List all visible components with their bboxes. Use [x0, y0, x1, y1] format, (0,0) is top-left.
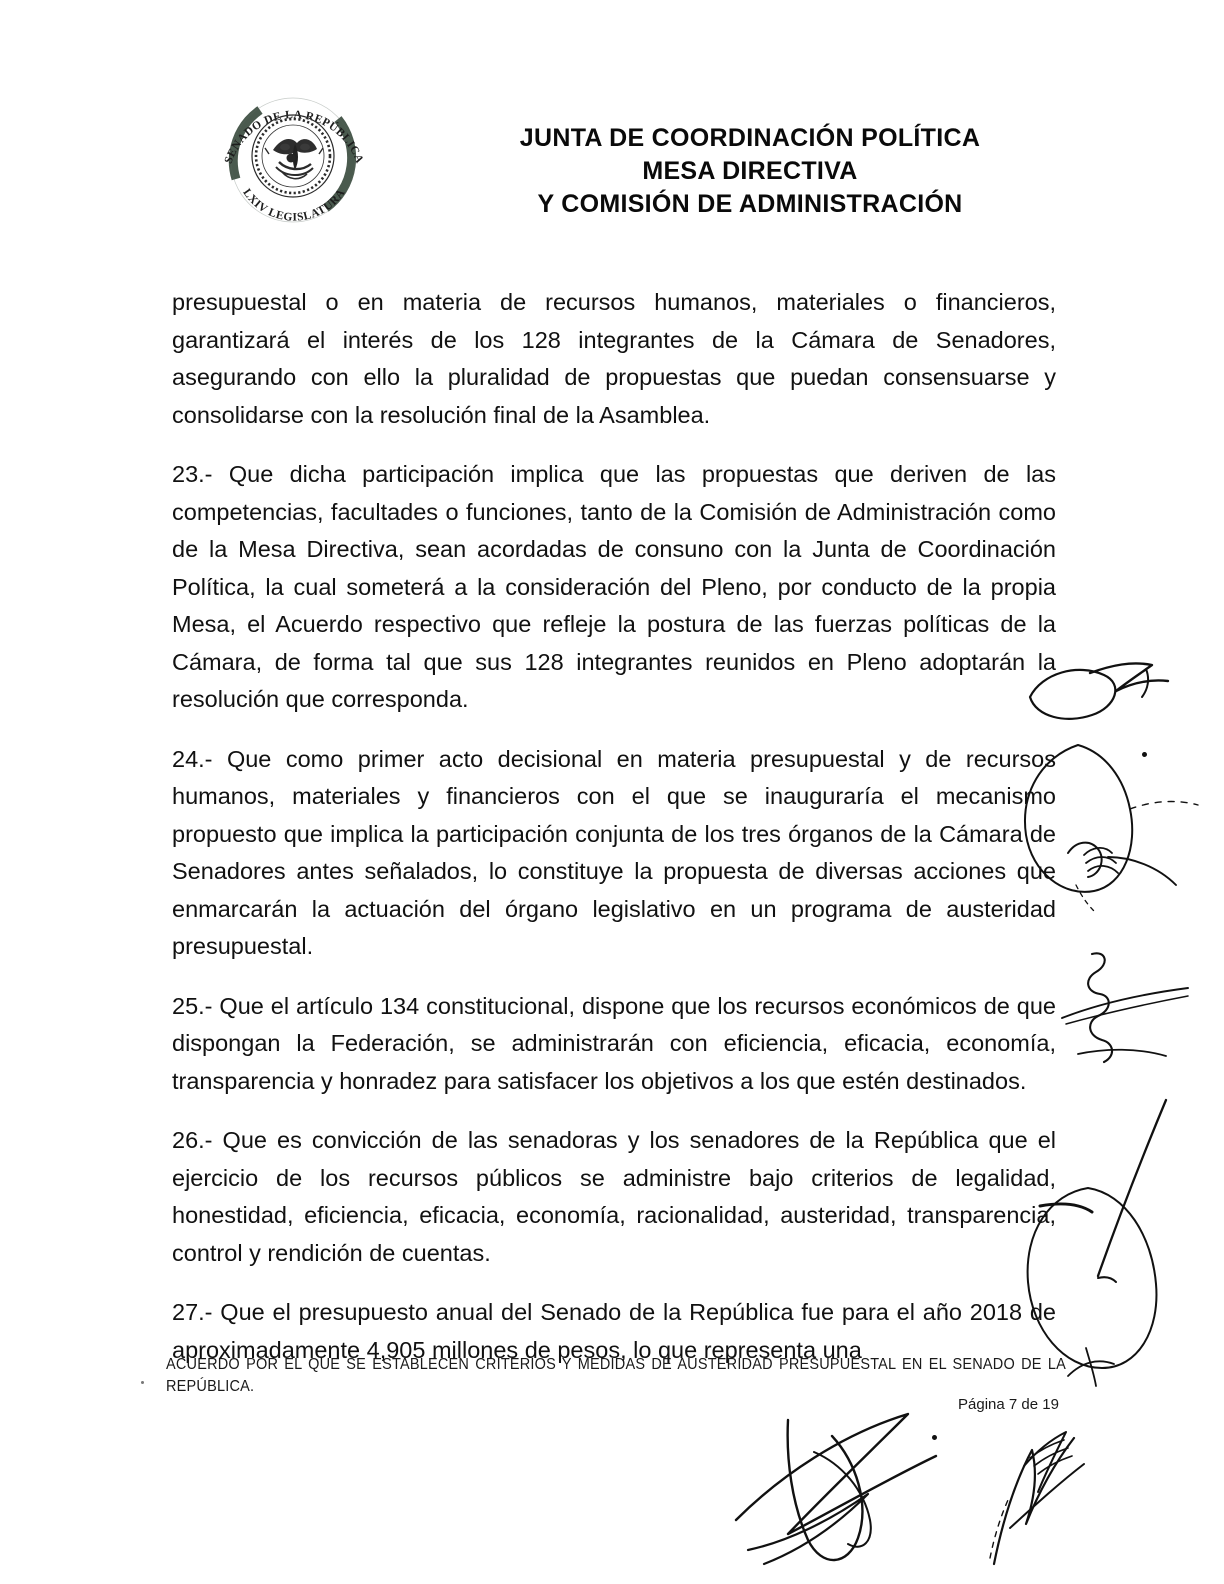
- paragraph-27: 27.- Que el presupuesto anual del Senado de la República fue para el año 2018 de aproximadamente 4,905 millones de pesos, lo que representa una: [172, 1299, 1056, 1363]
- header-title-line-3: Y COMISIÓN DE ADMINISTRACIÓN: [537, 190, 963, 218]
- signature-bottom-center: [730, 1400, 990, 1570]
- paragraph-continuation: presupuestal o en materia de recursos humanos, materiales o financieros, garantizará el interés de los 128 integrantes de la Cámara de Senadores, asegurando con ello la pluralidad de propuestas que puedan consensuarse y consolidarse con la resolución final de la Asamblea.: [172, 289, 1056, 428]
- footer-document-title: ACUERDO POR EL QUE SE ESTABLECEN CRITERIOS Y MEDIDAS DE AUSTERIDAD PRESUPUESTAL EN EL SENADO DE LA REPÚBLICA.: [166, 1356, 1066, 1396]
- paragraph-24: 24.- Que como primer acto decisional en materia presupuestal y de recursos humanos, materiales y financieros con el que se inauguraría el mecanismo propuesto que implica la participación conjunta de los tres órganos de la Cámara de Senadores antes señalados, lo constituye la propuesta de diversas acciones que enmarcarán la actuación del órgano legislativo en un programa de austeridad presupuestal.: [172, 745, 1056, 959]
- header-title-line-1: JUNTA DE COORDINACIÓN POLÍTICA: [519, 124, 981, 152]
- page-number: Página 7 de 19: [958, 1396, 1059, 1413]
- document-header: [0, 82, 1224, 242]
- signature-paragraph-25: [1062, 938, 1212, 1068]
- document-footer: [166, 1354, 1066, 1396]
- document-body: [172, 284, 1056, 1391]
- ink-dot-mark: [1142, 752, 1147, 757]
- senate-seal-icon: [214, 84, 374, 234]
- paragraph-23: 23.- Que dicha participación implica que las propuestas que deriven de las competencias, facultades o funciones, tanto de la Comisión de Administración como de la Mesa Directiva, sean acordadas de consuno con la Junta de Coordinación Política, la cual someterá a la consideración del Pleno, por conducto de la propia Mesa, el Acuerdo respectivo que refleje la postura de las fuerzas políticas de la Cámara, de forma tal que sus 128 integrantes reunidos en Pleno adoptarán la resolución que corresponda.: [172, 461, 1056, 712]
- header-title-block: [400, 122, 1100, 221]
- svg-text:LXIV LEGISLATURA: LXIV LEGISLATURA: [240, 186, 348, 224]
- svg-text:SENADO DE LA REPÚBLICA: SENADO DE LA REPÚBLICA: [222, 109, 366, 166]
- signature-bottom-right: [980, 1408, 1100, 1568]
- paragraph-26: 26.- Que es convicción de las senadoras y los senadores de la República que el ejercicio de los recursos públicos se administre bajo criterios de legalidad, honestidad, eficiencia, eficacia, economía, racionalidad, austeridad, transparencia, control y rendición de cuentas.: [172, 1127, 1056, 1266]
- paragraph-25: 25.- Que el artículo 134 constitucional, dispone que los recursos económicos de que dispongan la Federación, se administrarán con eficiencia, eficacia, economía, transparencia y honradez para satisfacer los objetivos a los que estén destinados.: [172, 992, 1056, 1094]
- ink-dot-mark-bottom: [932, 1435, 937, 1440]
- scan-speck: [141, 1381, 144, 1384]
- header-title-line-2: MESA DIRECTIVA: [642, 157, 858, 185]
